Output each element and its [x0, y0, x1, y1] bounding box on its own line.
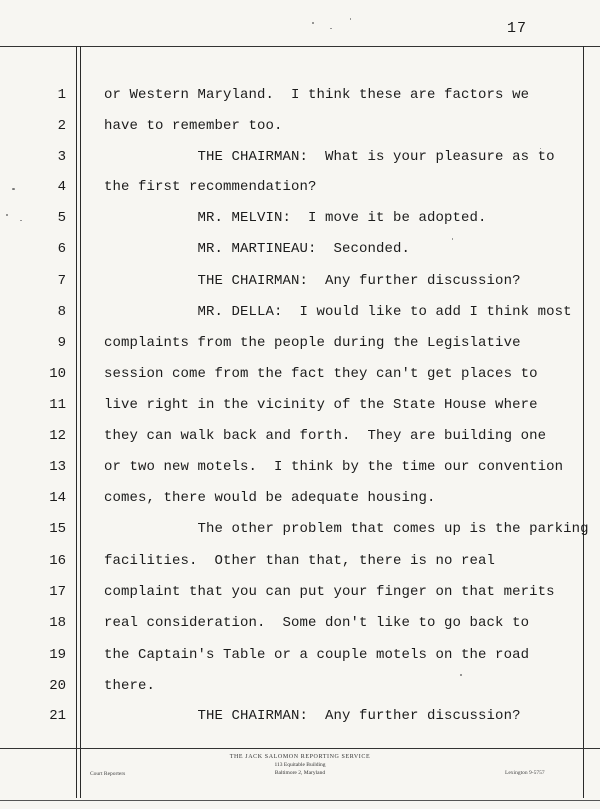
transcript-line: session come from the fact they can't get places to	[104, 366, 538, 382]
right-margin-line	[583, 46, 584, 798]
transcript-line: live right in the vicinity of the State House where	[104, 397, 538, 413]
transcript-line: real consideration. Some don't like to go back to	[104, 615, 530, 631]
transcript-line: facilities. Other than that, there is no real	[104, 553, 496, 569]
reporting-service-address-line2: Baltimore 2, Maryland	[274, 770, 326, 776]
transcript-line: complaint that you can put your finger on that merits	[104, 584, 555, 600]
top-border-line	[0, 46, 600, 47]
scan-speck	[350, 18, 351, 20]
reporting-service-name: THE JACK SALOMON REPORTING SERVICE	[229, 754, 371, 760]
transcript-line: comes, there would be adequate housing.	[104, 490, 436, 506]
scan-speck	[460, 674, 462, 676]
transcript-line: have to remember too.	[104, 118, 283, 134]
line-number: 14	[49, 490, 66, 506]
transcript-line: MR. MELVIN: I move it be adopted.	[104, 210, 487, 226]
line-number: 18	[49, 615, 66, 631]
left-margin-line-inner	[80, 46, 81, 798]
transcript-line: THE CHAIRMAN: What is your pleasure as to	[104, 149, 555, 165]
transcript-line: MR. MARTINEAU: Seconded.	[104, 241, 411, 257]
line-number: 4	[57, 179, 66, 195]
scan-speck	[312, 22, 314, 24]
bottom-border-line	[0, 748, 600, 749]
line-number: 6	[57, 241, 66, 257]
line-number: 16	[49, 553, 66, 569]
transcript-line: the first recommendation?	[104, 179, 317, 195]
line-number: 7	[57, 273, 66, 289]
line-number: 20	[49, 678, 66, 694]
line-number: 12	[49, 428, 66, 444]
transcript-line: THE CHAIRMAN: Any further discussion?	[104, 708, 521, 724]
transcript-line: there.	[104, 678, 156, 694]
bottom-edge-line	[0, 800, 600, 801]
left-margin-line-outer	[76, 46, 77, 798]
line-number: 8	[57, 304, 66, 320]
page-number: 17	[507, 20, 528, 37]
transcript-line: The other problem that comes up is the parking	[104, 521, 589, 537]
line-number: 17	[49, 584, 66, 600]
transcript-line: MR. DELLA: I would like to add I think most	[104, 304, 572, 320]
transcript-line: or Western Maryland. I think these are factors we	[104, 87, 530, 103]
line-number: 13	[49, 459, 66, 475]
transcript-line: or two new motels. I think by the time our convention	[104, 459, 564, 475]
line-number: 21	[49, 708, 66, 724]
scan-speck	[452, 238, 453, 240]
line-number: 3	[57, 149, 66, 165]
scan-speck	[540, 148, 541, 149]
transcript-line: complaints from the people during the Legislative	[104, 335, 521, 351]
reporting-service-address-line1: 113 Equitable Building	[274, 762, 326, 768]
transcript-line: THE CHAIRMAN: Any further discussion?	[104, 273, 521, 289]
line-number: 1	[57, 87, 66, 103]
footer-left-label: Court Reporters	[90, 771, 126, 777]
line-number: 10	[49, 366, 66, 382]
transcript-line: the Captain's Table or a couple motels on the road	[104, 647, 530, 663]
scan-speck	[20, 220, 22, 221]
scan-speck	[330, 28, 332, 29]
line-number: 11	[49, 397, 66, 413]
line-number: 19	[49, 647, 66, 663]
line-number: 2	[57, 118, 66, 134]
transcript-line: they can walk back and forth. They are building one	[104, 428, 547, 444]
line-number: 5	[57, 210, 66, 226]
scan-speck	[12, 188, 15, 190]
scan-speck	[6, 214, 8, 216]
footer-phone: Lexington 9-5757	[505, 770, 545, 776]
line-number: 15	[49, 521, 66, 537]
line-number: 9	[57, 335, 66, 351]
